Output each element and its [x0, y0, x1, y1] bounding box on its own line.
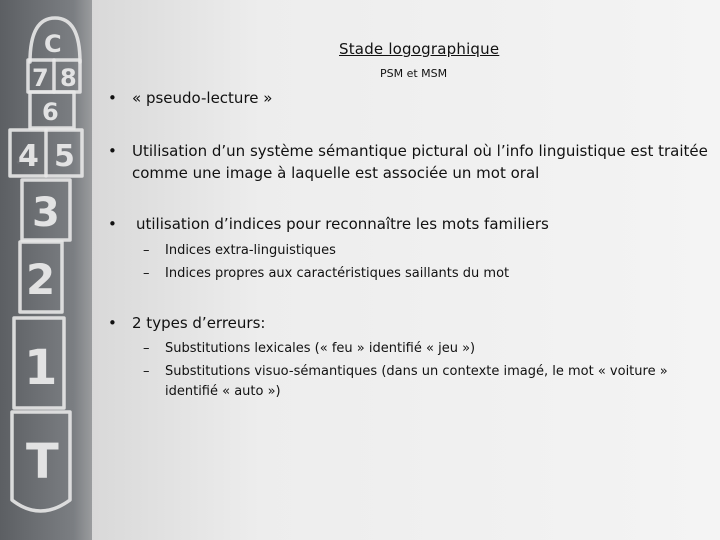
slide-subtitle: PSM et MSM — [380, 67, 448, 80]
bullet-text-line-1: Utilisation d’un système sémantique pictural où l’info linguistique est traitée — [132, 142, 708, 160]
hopscotch-number-5: 5 — [54, 139, 75, 174]
hopscotch-letter-t: T — [26, 434, 59, 490]
slide-title: Stade logographique — [339, 40, 500, 58]
bullet-marker: • — [108, 314, 117, 332]
bullet-text: « pseudo-lecture » — [132, 89, 273, 107]
hopscotch-number-2: 2 — [26, 255, 56, 304]
bullet-marker: • — [108, 142, 117, 160]
sub-bullet-text: Indices extra-linguistiques — [165, 243, 336, 258]
hopscotch-number-6: 6 — [42, 98, 59, 126]
bullet-marker: • — [108, 215, 117, 233]
hopscotch-photo — [0, 0, 92, 540]
sub-bullet-marker: – — [143, 364, 150, 379]
sub-bullet-marker: – — [143, 341, 150, 356]
sub-bullet-marker: – — [143, 266, 150, 281]
hopscotch-drawing — [0, 0, 92, 540]
bullet-text: 2 types d’erreurs: — [132, 314, 266, 332]
bullet-systeme-semantique — [108, 141, 720, 185]
bullet-text: utilisation d’indices pour reconnaître les mots familiers — [136, 215, 549, 233]
hopscotch-number-8: 8 — [60, 64, 77, 92]
sub-bullet-substitutions-visuo-semantiques — [143, 361, 720, 405]
hopscotch-number-1: 1 — [24, 340, 58, 396]
sub-bullet-text: Substitutions lexicales (« feu » identifié « jeu ») — [165, 341, 476, 356]
hopscotch-number-3: 3 — [32, 190, 60, 236]
sub-bullet-text: Indices propres aux caractéristiques saillants du mot — [165, 266, 510, 281]
hopscotch-number-7: 7 — [32, 64, 49, 92]
bullet-marker: • — [108, 89, 117, 107]
sub-bullet-text-line-1: Substitutions visuo-sémantiques (dans un contexte imagé, le mot « voiture » — [165, 364, 668, 379]
sub-bullet-marker: – — [143, 243, 150, 258]
hopscotch-number-4: 4 — [18, 139, 39, 174]
bullet-text-line-2: comme une image à laquelle est associée un mot oral — [132, 164, 540, 182]
hopscotch-number-c: C — [44, 30, 62, 58]
sub-bullet-text-line-2: identifié « auto ») — [165, 384, 281, 399]
